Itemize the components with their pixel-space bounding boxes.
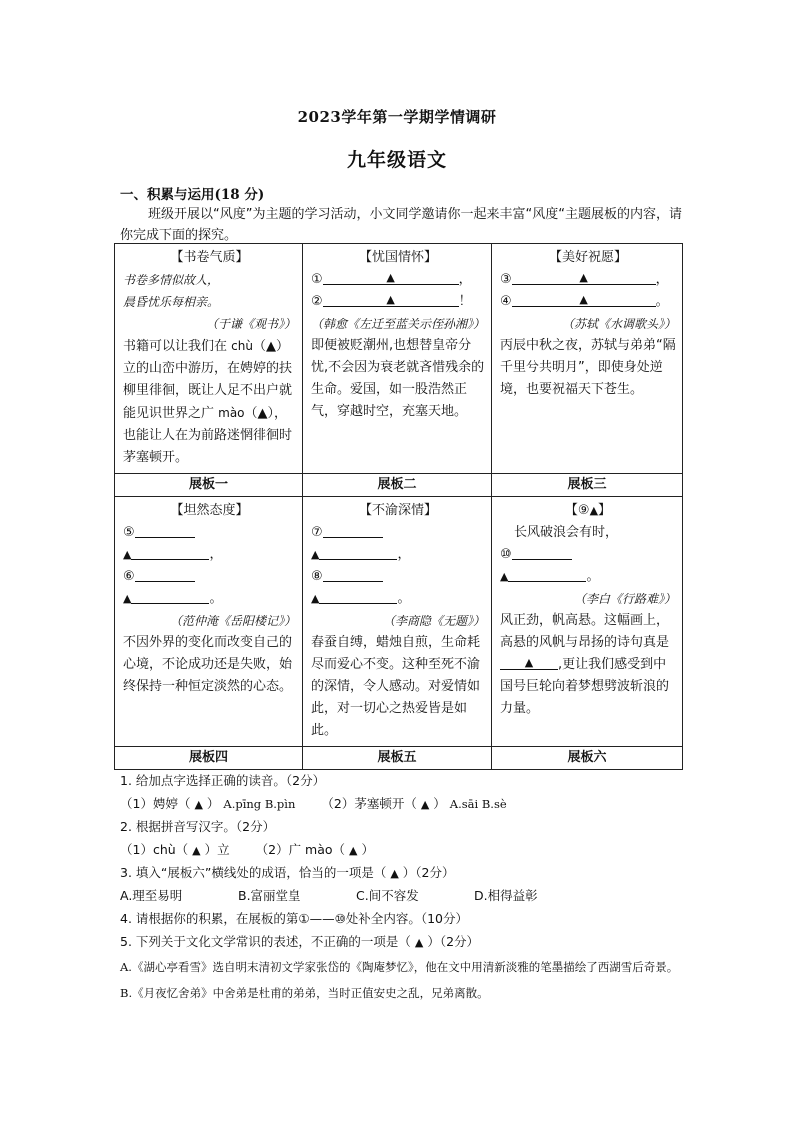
board-3-blank-3[interactable]: ③ ▲ ， <box>500 271 669 287</box>
board-5-blank-8b[interactable]: ▲ 。 <box>311 591 411 606</box>
board-6-blank-10b[interactable]: ▲ 。 <box>500 569 600 584</box>
board-2-source: （韩愈《左迁至蓝关示侄孙湘》） <box>311 317 486 331</box>
board-4-blank-6b[interactable]: ▲ 。 <box>123 591 223 606</box>
option-c[interactable]: C.间不容发 <box>356 888 419 903</box>
board-6-cell <box>492 497 683 747</box>
board-6-label: 展板六 <box>492 747 683 770</box>
intro-paragraph: 班级开展以“风度”为主题的学习活动，小文同学邀请你一起来丰富“风度“主题展板的内容，请你完成下面的探究。 <box>120 207 682 243</box>
question-5[interactable]: 5. 下列关于文化文学常识的表述，不正确的一项是（ ▲ ）（2分） <box>120 934 480 949</box>
board-5-blank-7[interactable]: ⑦ <box>311 522 485 544</box>
exam-subtitle: 九年级语文 <box>346 149 447 171</box>
board-5-blank-8[interactable]: ⑧ <box>311 566 485 588</box>
question-5-option-a[interactable]: A.《湖心亭看雪》选自明末清初文学家张岱的《陶庵梦忆》，他在文中用清新淡雅的笔墨描绘了西湖雪后奇景。 <box>120 960 679 974</box>
question-3[interactable]: 3. 填入“展板六”横线处的成语，恰当的一项是（ ▲ ）（2分） <box>120 865 455 880</box>
board-1-poem-line-1: 书卷多情似故人， <box>123 273 220 287</box>
board-3-blank-4[interactable]: ④ ▲ 。 <box>500 293 669 309</box>
board-3-label: 展板三 <box>492 474 683 497</box>
board-1-heading: 【书卷气质】 <box>170 250 249 265</box>
board-6-blank-10[interactable]: ⑩ <box>500 544 676 566</box>
board-1-cell <box>115 244 303 474</box>
question-4: 4. 请根据你的积累，在展板的第①——⑩处补全内容。（10分） <box>120 911 468 926</box>
board-5-cell <box>303 497 492 747</box>
board-4-blank-5[interactable]: ⑤ <box>123 522 296 544</box>
display-boards-table <box>114 243 683 770</box>
board-4-body: 不因外界的变化而改变自己的心境，不论成功还是失败，始终保持一种恒定淡然的心态。 <box>123 635 293 694</box>
board-2-body: 即便被贬潮州,也想替皇帝分忧,不会因为衰老就吝惜残余的生命。爱国，如一股浩然正气，穿越时空，充塞天地。 <box>311 338 485 419</box>
board-6-poem-line-1: 长风破浪会有时， <box>514 525 619 540</box>
board-3-cell <box>492 244 683 474</box>
board-2-blank-2[interactable]: ② ▲ ！ <box>311 293 472 309</box>
option-d[interactable]: D.相得益彰 <box>474 888 538 903</box>
board-4-source: （范仲淹《岳阳楼记》） <box>169 614 296 628</box>
board-6-body: 风正劲，帆高悬。这幅画上，高悬的风帆与昂扬的诗句真是 ▲ ,更让我们感受到中国号巨轮向着梦想劈波斩浪的力量。 <box>500 613 670 716</box>
board-1-body: 书籍可以让我们在 chù（▲）立的山峦中游历，在娉婷的扶柳里徘徊，既让人足不出户就能见识世界之广 mào（▲），也能让人在为前路迷惘徘徊时茅塞顿开。 <box>123 339 293 465</box>
board-5-blank-7b[interactable]: ▲ ， <box>311 547 411 562</box>
board-2-cell <box>303 244 492 474</box>
question-2: 2. 根据拼音写汉字。（2分） <box>120 819 276 834</box>
board-1-source: （于谦《观书》） <box>205 317 296 331</box>
option-b[interactable]: B.富丽堂皇 <box>238 888 301 903</box>
board-5-source: （李商隐《无题》） <box>382 614 485 628</box>
board-2-blank-1[interactable]: ① ▲ ， <box>311 271 472 287</box>
board-4-blank-5b[interactable]: ▲ ， <box>123 547 223 562</box>
questions-section <box>120 770 690 1004</box>
section-heading: 一、积累与运用(18 分) <box>120 187 265 203</box>
board-6-source: （李白《行路难》） <box>573 592 676 606</box>
board-4-blank-6[interactable]: ⑥ <box>123 566 296 588</box>
board-4-cell <box>115 497 303 747</box>
board-6-heading[interactable]: 【⑨▲】 <box>564 503 612 518</box>
question-1-part-1[interactable]: （1）娉婷（ ▲ ） A.pīng B.pìn （2）茅塞顿开（ ▲ ） A.sāi B.sè <box>120 796 507 811</box>
board-3-heading: 【美好祝愿】 <box>548 250 627 265</box>
board-2-heading: 【忧国情怀】 <box>358 250 437 265</box>
board-5-label: 展板五 <box>303 747 492 770</box>
board-3-body: 丙辰中秋之夜，苏轼与弟弟“隔千里兮共明月”，即使身处逆境，也要祝福天下苍生。 <box>500 338 676 397</box>
exam-title: 2023学年第一学期学情调研 <box>297 108 497 126</box>
board-1-label: 展板一 <box>115 474 303 497</box>
board-5-body: 春蚕自缚，蜡烛自煎，生命耗尽而爱心不变。这种至死不渝的深情，令人感动。对爱情如此，对一切心之热爱皆是如此。 <box>311 635 481 738</box>
board-2-label: 展板二 <box>303 474 492 497</box>
question-5-option-b[interactable]: B.《月夜忆舍弟》中舍弟是杜甫的弟弟，当时正值安史之乱，兄弟离散。 <box>120 986 489 1000</box>
question-3-options[interactable] <box>120 885 690 908</box>
question-2-parts[interactable]: （1）chù（ ▲ ）立 （2）广 mào（ ▲ ） <box>120 842 374 857</box>
board-3-source: （苏轼《水调歌头》） <box>561 317 676 331</box>
board-4-heading: 【坦然态度】 <box>170 503 249 518</box>
option-a[interactable]: A.理至易明 <box>120 888 183 903</box>
board-4-label: 展板四 <box>115 747 303 770</box>
question-1: 1. 给加点字选择正确的读音。（2分） <box>120 773 326 788</box>
board-1-poem-line-2: 晨昏忧乐每相亲。 <box>123 295 220 309</box>
board-5-heading: 【不渝深情】 <box>358 503 437 518</box>
